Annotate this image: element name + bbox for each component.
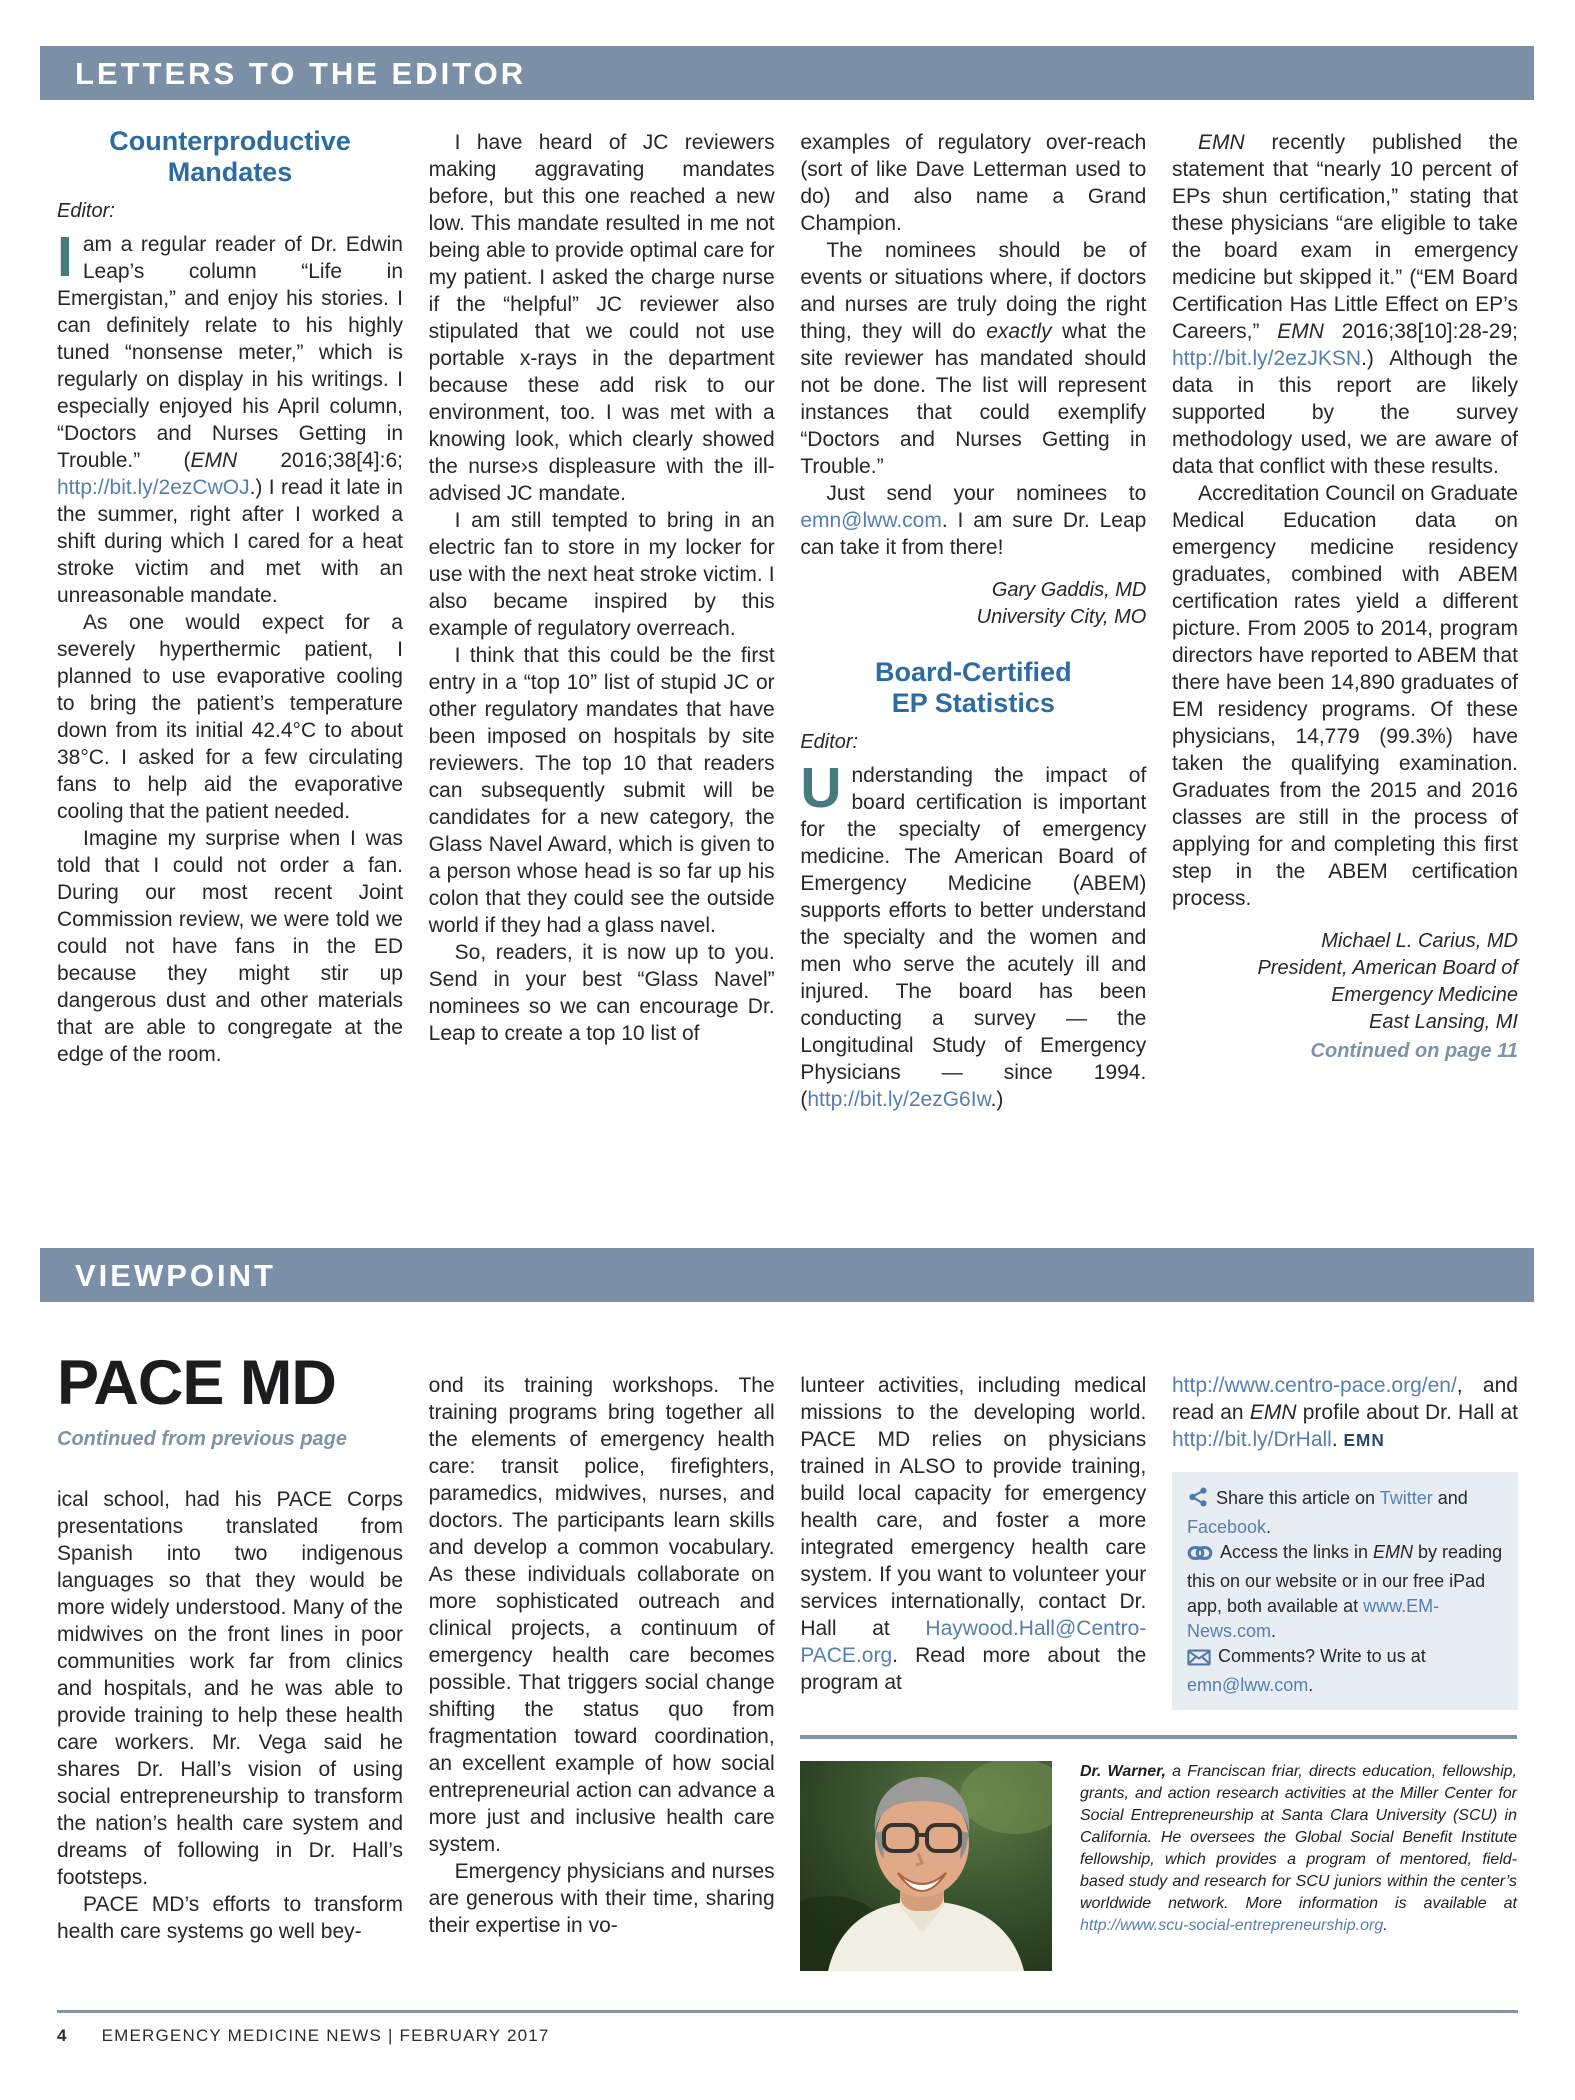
text-segment: what the site reviewer has mandated should not be done. The list will represent instances that could exemplify “Doctors and Nurses Getting in Trouble.” xyxy=(800,320,1147,478)
text-segment: EMN xyxy=(1277,320,1324,343)
text-segment: .) xyxy=(990,1088,1004,1111)
text-segment: Comments? Write to us at xyxy=(1217,1646,1426,1666)
text-segment: exactly xyxy=(986,320,1052,343)
text-segment: a Franciscan friar, directs education, fellowship, grants, and action research activities at the Miller Center for Social Entrepreneurship at Santa Clara University (SCU) in California. He oversees the Global Social Benefit Institute fellowship, which provides a program of mentored, field-based study and research for SCU juniors within the center’s worldwide network. More information is available at xyxy=(1080,1763,1517,1912)
paragraph xyxy=(57,609,403,825)
text-segment: EMN xyxy=(1197,131,1245,154)
paragraph xyxy=(1172,129,1518,480)
text-segment: PACE MD’s efforts to transform health care systems go well bey- xyxy=(57,1893,403,1943)
paragraph xyxy=(57,225,403,609)
paragraph xyxy=(429,1372,775,1858)
text-segment: ond its training workshops. The training programs bring together all the elements of emergency health care: transit police, firefighters, paramedics, midwives, nurses, and doctors. The participants learn skills and develop a common vocabulary. As these individuals collaborate on more sophisticated outreach and clinical projects, a continuum of emergency health care becomes possible. That triggers social change shifting the status quo from fragmentation toward coordination, an excellent example of how social entrepreneurial action can advance a more just and inclusive health care system. xyxy=(428,1374,775,1856)
drop-cap-i: I xyxy=(57,225,73,289)
paragraph xyxy=(57,825,403,1068)
signature-line: Emergency Medicine xyxy=(1331,984,1518,1006)
viewpoint-section-header xyxy=(40,1248,1534,1302)
comments-item xyxy=(1187,1644,1503,1698)
link[interactable]: emn@lww.com xyxy=(1186,1675,1309,1695)
letter1-body-start xyxy=(57,225,403,1068)
link[interactable]: http://www.scu-social-entrepreneurship.org xyxy=(1080,1917,1384,1934)
paragraph xyxy=(429,129,775,507)
link[interactable]: Facebook xyxy=(1186,1517,1267,1537)
infobox-text xyxy=(1187,1542,1502,1641)
text-segment: Accreditation Council on Graduate Medical Education data on emergency medicine residency graduates, combined with ABEM certification rates yield a different picture. From 2005 to 2014, program directors have reported to ABEM that there have been 14,890 graduates of EM residency programs. Of these physicians, 14,779 (99.3%) have taken the qualifying examination. Graduates from the 2015 and 2016 classes are still in the process of applying for and completing this first step in the ABEM certification process. xyxy=(1171,482,1518,910)
letters-columns xyxy=(57,124,1518,1113)
paragraph xyxy=(429,939,775,1047)
text-segment: 2016;38[10]:28-29; xyxy=(1323,320,1518,343)
letter2-title-line2: EP Statistics xyxy=(891,688,1055,718)
text-segment: . xyxy=(1270,1621,1276,1641)
author-bio-text xyxy=(1080,1761,1517,1971)
text-segment: am a regular reader of Dr. Edwin Leap’s column “Life in Emergistan,” and enjoy his stories. I can definitely relate to his highly tuned “nonsense meter,” which is regularly on display in his writings. I especially enjoyed his April column, “Doctors and Nurses Getting in Trouble.” ( xyxy=(57,233,403,472)
infobox-text xyxy=(1187,1646,1426,1695)
editor-label: Editor: xyxy=(800,731,859,753)
paragraph xyxy=(1172,480,1518,912)
paragraph xyxy=(429,1858,775,1939)
link[interactable]: Twitter xyxy=(1379,1488,1433,1508)
link[interactable]: Haywood.Hall@Centro-PACE.org xyxy=(800,1617,1147,1667)
letter2-col3-paragraphs xyxy=(800,756,1147,1113)
letters-section-title: LETTERS TO THE EDITOR xyxy=(75,56,527,91)
letter1-title-line2: Mandates xyxy=(167,157,293,187)
text-segment: The nominees should be of events or situations where, if doctors and nurses are truly doing the right thing, they will do xyxy=(800,239,1147,343)
text-segment: EMN xyxy=(190,449,238,472)
text-segment: nderstanding the impact of board certification is important for the specialty of emergency medicine. The American Board of Emergency Medicine (ABEM) supports efforts to better understand the specialty and the women and men who serve the acutely ill and injured. The board has been conducting a survey — the Longitudinal Study of Emergency Physicians — since 1994. ( xyxy=(800,764,1147,1111)
letters-section-header xyxy=(40,46,1534,100)
links-item xyxy=(1187,1540,1503,1644)
viewpoint-col2-paragraphs xyxy=(429,1372,775,1939)
letters-column-2 xyxy=(429,124,775,1113)
paragraph xyxy=(800,237,1146,480)
letters-column-1 xyxy=(57,124,403,1113)
text-segment: As one would expect for a severely hyperthermic patient, I planned to use evaporative cooling to bring the patient’s temperature down from its initial 42.4°C to about 38°C. I asked for a few circulating fans to help aid the evaporative cooling that the patient needed. xyxy=(57,611,403,823)
editor-label: Editor: xyxy=(57,200,115,222)
link[interactable]: emn@lww.com xyxy=(800,509,942,532)
text-segment: I am still tempted to bring in an electric fan to store in my locker for use with the next heat stroke victim. I also became inspired by this example of regulatory overreach. xyxy=(428,509,775,640)
text-segment: . xyxy=(1331,1428,1344,1451)
share-icon xyxy=(1187,1486,1209,1515)
text-segment: .) Although the data in this report are likely supported by the survey methodology used, we are aware of data that conflict with these results. xyxy=(1171,347,1518,478)
paragraph xyxy=(1172,1372,1518,1454)
letter1-col1-paragraphs xyxy=(57,225,403,1068)
letter2-body-start xyxy=(800,756,1147,1113)
paragraph xyxy=(429,642,775,939)
viewpoint-section-title: VIEWPOINT xyxy=(75,1258,276,1293)
link[interactable]: www.EM-News.com xyxy=(1186,1596,1440,1641)
paragraph xyxy=(800,756,1147,1113)
text-segment: ical school, had his PACE Corps presentations translated from Spanish into two indigenous languages so that they would be more widely understood. Many of the midwives on the front lines in poor communities work far from clinics and hospitals, and he was able to provide training to help these health care workers. Mr. Vega said he shares Dr. Hall’s vision of using social entrepreneurship to transform the nation’s health care system and dreams of following in Dr. Hall’s footsteps. xyxy=(57,1488,403,1889)
signature-line: East Lansing, MI xyxy=(1369,1011,1518,1033)
letter1-col3-paragraphs xyxy=(800,129,1146,561)
text-segment: . xyxy=(1308,1675,1314,1695)
link[interactable]: http://bit.ly/2ezG6Iw xyxy=(807,1088,991,1111)
text-segment: 2016;38[4]:6; xyxy=(237,449,403,472)
viewpoint-column-1 xyxy=(57,1348,403,1945)
text-segment: . xyxy=(1266,1517,1272,1537)
letter2-title-line1: Board-Certified xyxy=(875,657,1072,687)
letter2-signature xyxy=(1172,928,1518,1036)
article-title: PACE MD xyxy=(57,1348,336,1418)
paragraph xyxy=(57,1486,403,1891)
signature-line: Michael L. Carius, MD xyxy=(1321,930,1518,952)
letter1-title xyxy=(57,126,403,188)
text-segment: .) I read it late in the summer, right after I worked a shift during which I cared for a heat stroke victim and met with an unreasonable mandate. xyxy=(57,476,403,607)
link-icon xyxy=(1187,1544,1213,1569)
author-bio xyxy=(800,1735,1517,1971)
text-segment: EMN xyxy=(1249,1401,1297,1424)
viewpoint-col4-paragraphs xyxy=(1172,1372,1518,1454)
text-segment: I have heard of JC reviewers making aggravating mandates before, but this one reached a new low. This mandate resulted in me not being able to provide optimal care for my patient. I asked the charge nurse if the “helpful” JC reviewer also stipulated that we could not use portable x-rays in the department because these add risk to our environment, too. I was met with a knowing look, which clearly showed the nurse›s displeasure with the ill-advised JC mandate. xyxy=(428,131,775,505)
envelope-icon xyxy=(1187,1648,1211,1673)
viewpoint-column-2 xyxy=(429,1352,775,1945)
paragraph xyxy=(57,1891,403,1945)
text-segment: examples of regulatory over-reach (sort of like Dave Letterman used to do) and also name a Grand Champion. xyxy=(800,131,1147,235)
text-segment: EMN xyxy=(1343,1430,1385,1450)
text-segment: . I am sure Dr. Leap can take it from there! xyxy=(800,509,1147,559)
text-segment: lunteer activities, including medical missions to the developing world. PACE MD relies on physicians trained in ALSO to provide training, build local capacity for emergency health care, and foster a more integrated emergency health care system. If you want to volunteer your services internationally, contact Dr. Hall at xyxy=(800,1374,1147,1640)
link[interactable]: http://bit.ly/DrHall xyxy=(1171,1428,1332,1451)
paragraph xyxy=(800,1372,1146,1696)
viewpoint-col1-paragraphs xyxy=(57,1486,403,1945)
link[interactable]: http://bit.ly/2ezCwOJ xyxy=(57,476,250,499)
paragraph xyxy=(429,507,775,642)
letter1-title-line1: Counterproductive xyxy=(109,126,351,156)
link[interactable]: http://bit.ly/2ezJKSN xyxy=(1171,347,1362,370)
text-segment: , and read an xyxy=(1171,1374,1518,1424)
page-footer xyxy=(57,2026,550,2046)
share-links-box xyxy=(1172,1472,1518,1710)
author-photo xyxy=(800,1761,1052,1971)
text-segment: So, readers, it is now up to you. Send in your best “Glass Navel” nominees so we can encourage Dr. Leap to create a top 10 list of xyxy=(428,941,775,1045)
letters-column-4 xyxy=(1172,124,1518,1113)
text-segment: Just send your nominees to xyxy=(826,482,1147,505)
letter1-col2-paragraphs xyxy=(429,129,775,1047)
signature-line: University City, MO xyxy=(976,606,1147,628)
text-segment: EMN xyxy=(1373,1542,1414,1562)
footer-rule xyxy=(57,2010,1518,2013)
letter2-col4-paragraphs xyxy=(1172,129,1518,912)
text-segment: Share this article on xyxy=(1215,1488,1380,1508)
letters-column-3 xyxy=(800,124,1146,1113)
text-segment: recently published the statement that “nearly 10 percent of EPs shun certification,” stating that these physicians “are eligible to take the board exam in emergency medicine but skipped it.” (“EM Board Certification Has Little Effect on EP’s Careers,” xyxy=(1171,131,1518,343)
letter2-title xyxy=(800,657,1146,719)
text-segment: Emergency physicians and nurses are generous with their time, sharing their expertise in vo- xyxy=(428,1860,775,1937)
page-number: 4 xyxy=(57,2026,68,2045)
text-segment: Dr. Warner, xyxy=(1080,1763,1166,1780)
text-segment: Access the links in xyxy=(1219,1542,1374,1562)
share-item xyxy=(1187,1486,1503,1540)
text-segment: Imagine my surprise when I was told that I could not order a fan. During our most recent Joint Commission review, we were told we could not have fans in the ED because they might stir up dangerous dust and other materials that are able to congregate at the edge of the room. xyxy=(57,827,403,1066)
drop-cap-u: U xyxy=(800,756,842,820)
text-segment: . xyxy=(1383,1917,1388,1934)
link[interactable]: http://www.centro-pace.org/en/ xyxy=(1171,1374,1457,1397)
text-segment: I think that this could be the first entry in a “top 10” list of stupid JC or other regulatory mandates that have been imposed on hospitals by site reviewers. The top 10 that readers can subsequently submit will be candidates for a new category, the Glass Navel Award, which is given to a person whose head is so far up his colon that they could see the outside world if they had a glass navel. xyxy=(428,644,775,937)
viewpoint-col3-paragraphs xyxy=(800,1372,1146,1696)
continued-on-page-11: Continued on page 11 xyxy=(1310,1040,1518,1062)
text-segment: profile about Dr. Hall at xyxy=(1296,1401,1518,1424)
publication-name: EMERGENCY MEDICINE NEWS | FEBRUARY 2017 xyxy=(101,2026,550,2045)
infobox-text xyxy=(1187,1488,1468,1537)
text-segment: by reading this on our website or in our free iPad app, both available at xyxy=(1186,1542,1503,1616)
paragraph xyxy=(800,480,1146,561)
signature-line: Gary Gaddis, MD xyxy=(991,579,1147,601)
signature-line: President, American Board of xyxy=(1257,957,1518,979)
letter1-signature xyxy=(800,577,1146,631)
paragraph xyxy=(800,129,1146,237)
text-segment: . Read more about the program at xyxy=(800,1644,1147,1694)
text-segment: and xyxy=(1432,1488,1468,1508)
continued-from-previous-page: Continued from previous page xyxy=(57,1428,348,1450)
